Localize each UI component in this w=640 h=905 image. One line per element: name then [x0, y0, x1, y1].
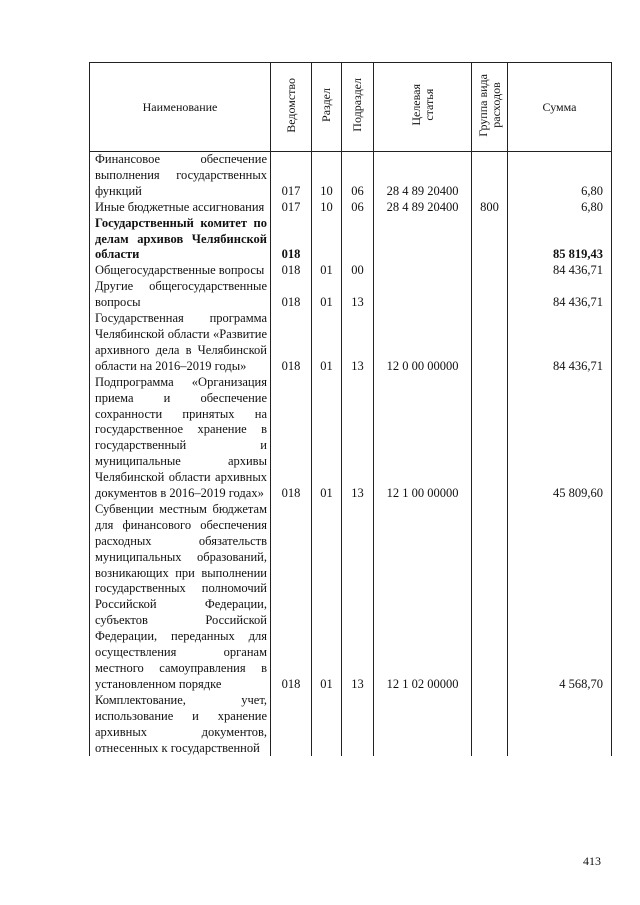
row-gruppa: [472, 152, 508, 200]
header-summa-label: Сумма: [542, 99, 577, 114]
row-summa: 84 436,71: [508, 279, 612, 311]
header-celevaya-label: Целевая статья: [408, 84, 436, 126]
row-celevaya: [374, 216, 472, 264]
table-row: [90, 263, 612, 279]
row-name: Общегосударственные вопросы: [90, 263, 271, 279]
row-razdel: 01: [312, 502, 342, 693]
row-ved: 017: [271, 152, 312, 200]
table-row: [90, 279, 612, 311]
header-name-label: Наименование: [142, 99, 218, 114]
row-celevaya: [374, 279, 472, 311]
row-razdel: 10: [312, 152, 342, 200]
row-podrazdel: 06: [342, 152, 374, 200]
row-razdel: [312, 216, 342, 264]
row-celevaya: 12 0 00 00000: [374, 311, 472, 375]
row-razdel: 01: [312, 375, 342, 502]
row-name: Субвенции местным бюджетам для финансового обеспечения расходных обязательств муниципальных образований, возникающих при выполнении государственных полномочий Российской Федерации, субъектов Российской Федерации, переданных для осуществления органам местного самоуправления в установленном порядке: [90, 502, 271, 693]
row-summa: 45 809,60: [508, 375, 612, 502]
row-ved: 018: [271, 263, 312, 279]
row-name: Подпрограмма «Организация приема и обеспечение сохранности принятых на государственное хранение в государственный и муниципальные архивы Челябинской области архивных документов в 2016–2019 годах»: [90, 375, 271, 502]
row-podrazdel: 13: [342, 311, 374, 375]
header-gruppa-label: Группа вида расходов: [475, 73, 503, 137]
row-razdel: 01: [312, 279, 342, 311]
header-celevaya: [374, 63, 472, 152]
table-row: [90, 311, 612, 375]
row-podrazdel: [342, 216, 374, 264]
table-row: [90, 693, 612, 757]
row-gruppa: [472, 693, 508, 757]
row-name: Государственный комитет по делам архивов Челябинской области: [90, 216, 271, 264]
row-name: Финансовое обеспечение выполнения государственных функций: [90, 152, 271, 200]
row-gruppa: 800: [472, 200, 508, 216]
row-razdel: 01: [312, 311, 342, 375]
table-row: [90, 200, 612, 216]
row-summa: 6,80: [508, 200, 612, 216]
page-number: 413: [583, 854, 601, 868]
row-ved: 017: [271, 200, 312, 216]
row-celevaya: [374, 693, 472, 757]
row-summa: [508, 693, 612, 757]
row-summa: 6,80: [508, 152, 612, 200]
row-gruppa: [472, 311, 508, 375]
table-row: [90, 216, 612, 264]
header-razdel-label: Раздел: [319, 88, 333, 122]
row-ved: 018: [271, 216, 312, 264]
row-gruppa: [472, 375, 508, 502]
row-ved: 018: [271, 502, 312, 693]
table-row: [90, 502, 612, 693]
row-celevaya: [374, 263, 472, 279]
header-razdel: [312, 63, 342, 152]
header-podrazdel-label: Подраздел: [350, 78, 364, 132]
row-podrazdel: 13: [342, 502, 374, 693]
budget-table: [89, 62, 612, 756]
row-gruppa: [472, 263, 508, 279]
row-name: Комплектование, учет, использование и хранение архивных документов, отнесенных к государственной: [90, 693, 271, 757]
row-name: Другие общегосударственные вопросы: [90, 279, 271, 311]
row-gruppa: [472, 279, 508, 311]
row-podrazdel: 06: [342, 200, 374, 216]
row-ved: 018: [271, 375, 312, 502]
row-podrazdel: 00: [342, 263, 374, 279]
row-podrazdel: 13: [342, 375, 374, 502]
row-name: Иные бюджетные ассигнования: [90, 200, 271, 216]
row-razdel: 01: [312, 263, 342, 279]
header-summa: [508, 63, 612, 152]
row-podrazdel: 13: [342, 279, 374, 311]
row-podrazdel: [342, 693, 374, 757]
row-razdel: [312, 693, 342, 757]
row-ved: [271, 693, 312, 757]
row-summa: 84 436,71: [508, 311, 612, 375]
row-celevaya: 12 1 00 00000: [374, 375, 472, 502]
table-body: [90, 152, 612, 757]
row-celevaya: 28 4 89 20400: [374, 152, 472, 200]
row-celevaya: 12 1 02 00000: [374, 502, 472, 693]
header-ved: [271, 63, 312, 152]
row-ved: 018: [271, 311, 312, 375]
row-ved: 018: [271, 279, 312, 311]
header-ved-label: Ведомство: [283, 77, 298, 133]
row-gruppa: [472, 502, 508, 693]
row-summa: 85 819,43: [508, 216, 612, 264]
row-summa: 4 568,70: [508, 502, 612, 693]
table-row: [90, 375, 612, 502]
table-header: [90, 63, 612, 152]
table-row: [90, 152, 612, 200]
header-gruppa: [472, 63, 508, 152]
header-name: [90, 63, 271, 152]
row-celevaya: 28 4 89 20400: [374, 200, 472, 216]
row-razdel: 10: [312, 200, 342, 216]
row-gruppa: [472, 216, 508, 264]
row-summa: 84 436,71: [508, 263, 612, 279]
row-name: Государственная программа Челябинской области «Развитие архивного дела в Челябинской области на 2016–2019 годы»: [90, 311, 271, 375]
header-podrazdel: [342, 63, 374, 152]
